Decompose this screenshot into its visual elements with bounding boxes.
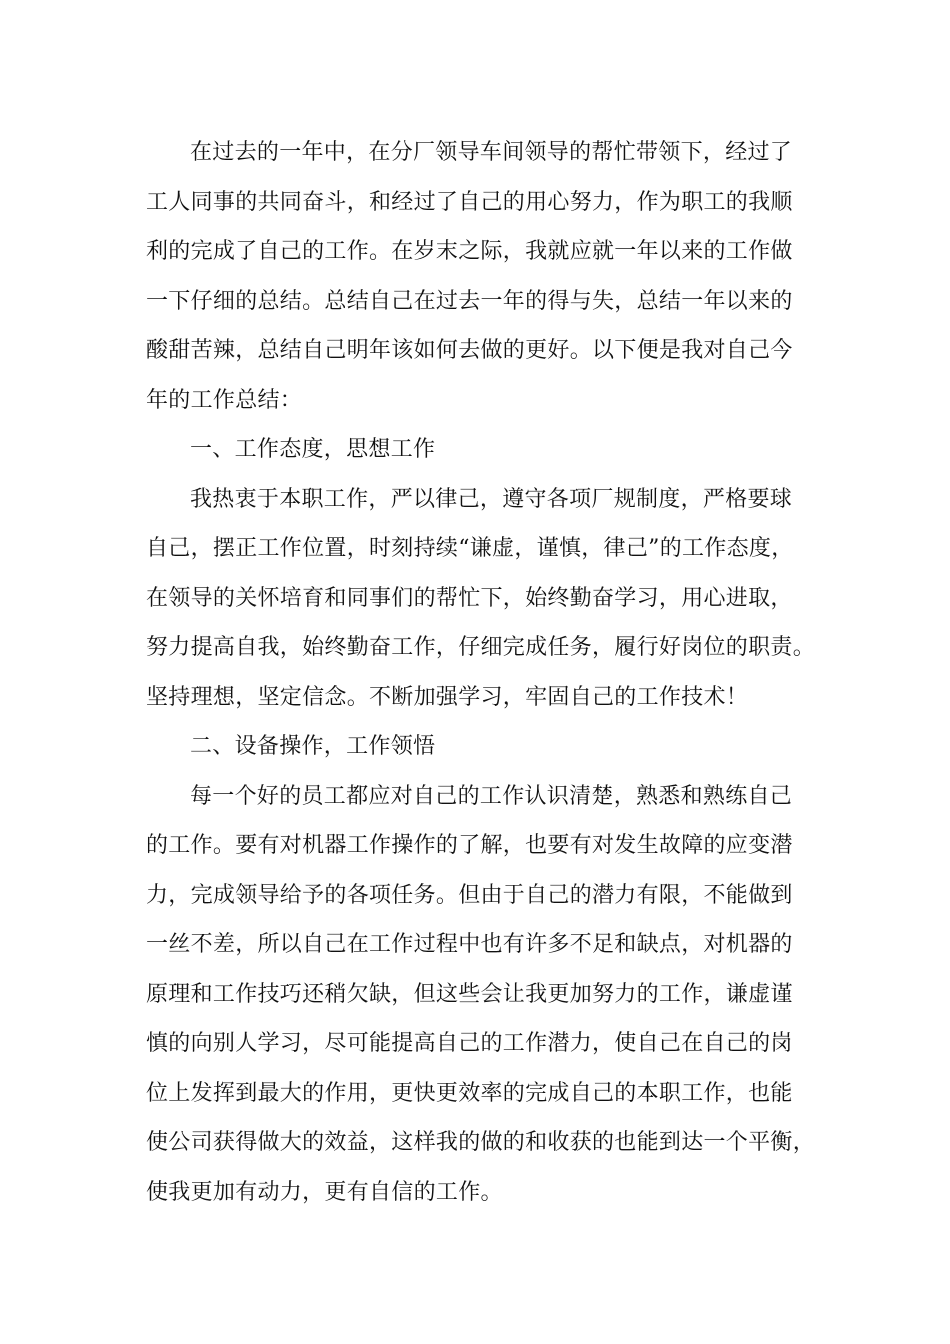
- section-heading-2: 二、设备操作，工作领悟: [190, 734, 436, 759]
- section-heading-1: 一、工作态度，思想工作: [190, 437, 436, 462]
- paragraph-1-line-3: 利的完成了自己的工作。在岁末之际，我就应就一年以来的工作做: [146, 239, 793, 264]
- paragraph-1-line-1: 在过去的一年中，在分厂领导车间领导的帮忙带领下，经过了: [190, 140, 793, 165]
- paragraph-1-line-2: 工人同事的共同奋斗，和经过了自己的用心努力，作为职工的我顺: [146, 189, 793, 215]
- document-body: [146, 128, 826, 1217]
- paragraph-1-line-5: 酸甜苦辣，总结自己明年该如何去做的更好。以下便是我对自己今: [146, 338, 793, 363]
- paragraph-2-line-1: 我热衷于本职工作，严以律己，遵守各项厂规制度，严格要球: [190, 486, 793, 512]
- paragraph-3-line-4: 一丝不差，所以自己在工作过程中也有许多不足和缺点，对机器的: [146, 932, 793, 957]
- paragraph-3-line-5: 原理和工作技巧还稍欠缺，但这些会让我更加努力的工作，谦虚谨: [146, 981, 793, 1007]
- paragraph-2-line-5: 坚持理想，坚定信念。不断加强学习，牢固自己的工作技术！: [146, 684, 749, 710]
- paragraph-3-line-1: 每一个好的员工都应对自己的工作认识清楚，熟悉和熟练自己: [190, 783, 793, 809]
- paragraph-2-line-4: 努力提高自我，始终勤奋工作，仔细完成任务，履行好岗位的职责。: [146, 635, 816, 660]
- paragraph-3-line-8: 使公司获得做大的效益，这样我的做的和收获的也能到达一个平衡，: [146, 1130, 816, 1155]
- paragraph-1-line-6: 年的工作总结：: [146, 387, 303, 413]
- paragraph-2-line-3: 在领导的关怀培育和同事们的帮忙下，始终勤奋学习，用心进取，: [146, 585, 793, 611]
- paragraph-3-line-3: 力，完成领导给予的各项任务。但由于自己的潜力有限，不能做到: [146, 882, 793, 908]
- paragraph-3-line-7: 位上发挥到最大的作用，更快更效率的完成自己的本职工作，也能: [146, 1080, 793, 1106]
- paragraph-3-line-6: 慎的向别人学习，尽可能提高自己的工作潜力，使自己在自己的岗: [146, 1031, 793, 1056]
- paragraph-1-line-4: 一下仔细的总结。总结自己在过去一年的得与失，总结一年以来的: [146, 288, 793, 314]
- paragraph-2-line-2: 自己，摆正工作位置，时刻持续“谦虚，谨慎，律己”的工作态度，: [146, 536, 794, 561]
- paragraph-3-line-2: 的工作。要有对机器工作操作的了解，也要有对发生故障的应变潜: [146, 833, 793, 858]
- paragraph-3-line-9: 使我更加有动力，更有自信的工作。: [146, 1179, 503, 1205]
